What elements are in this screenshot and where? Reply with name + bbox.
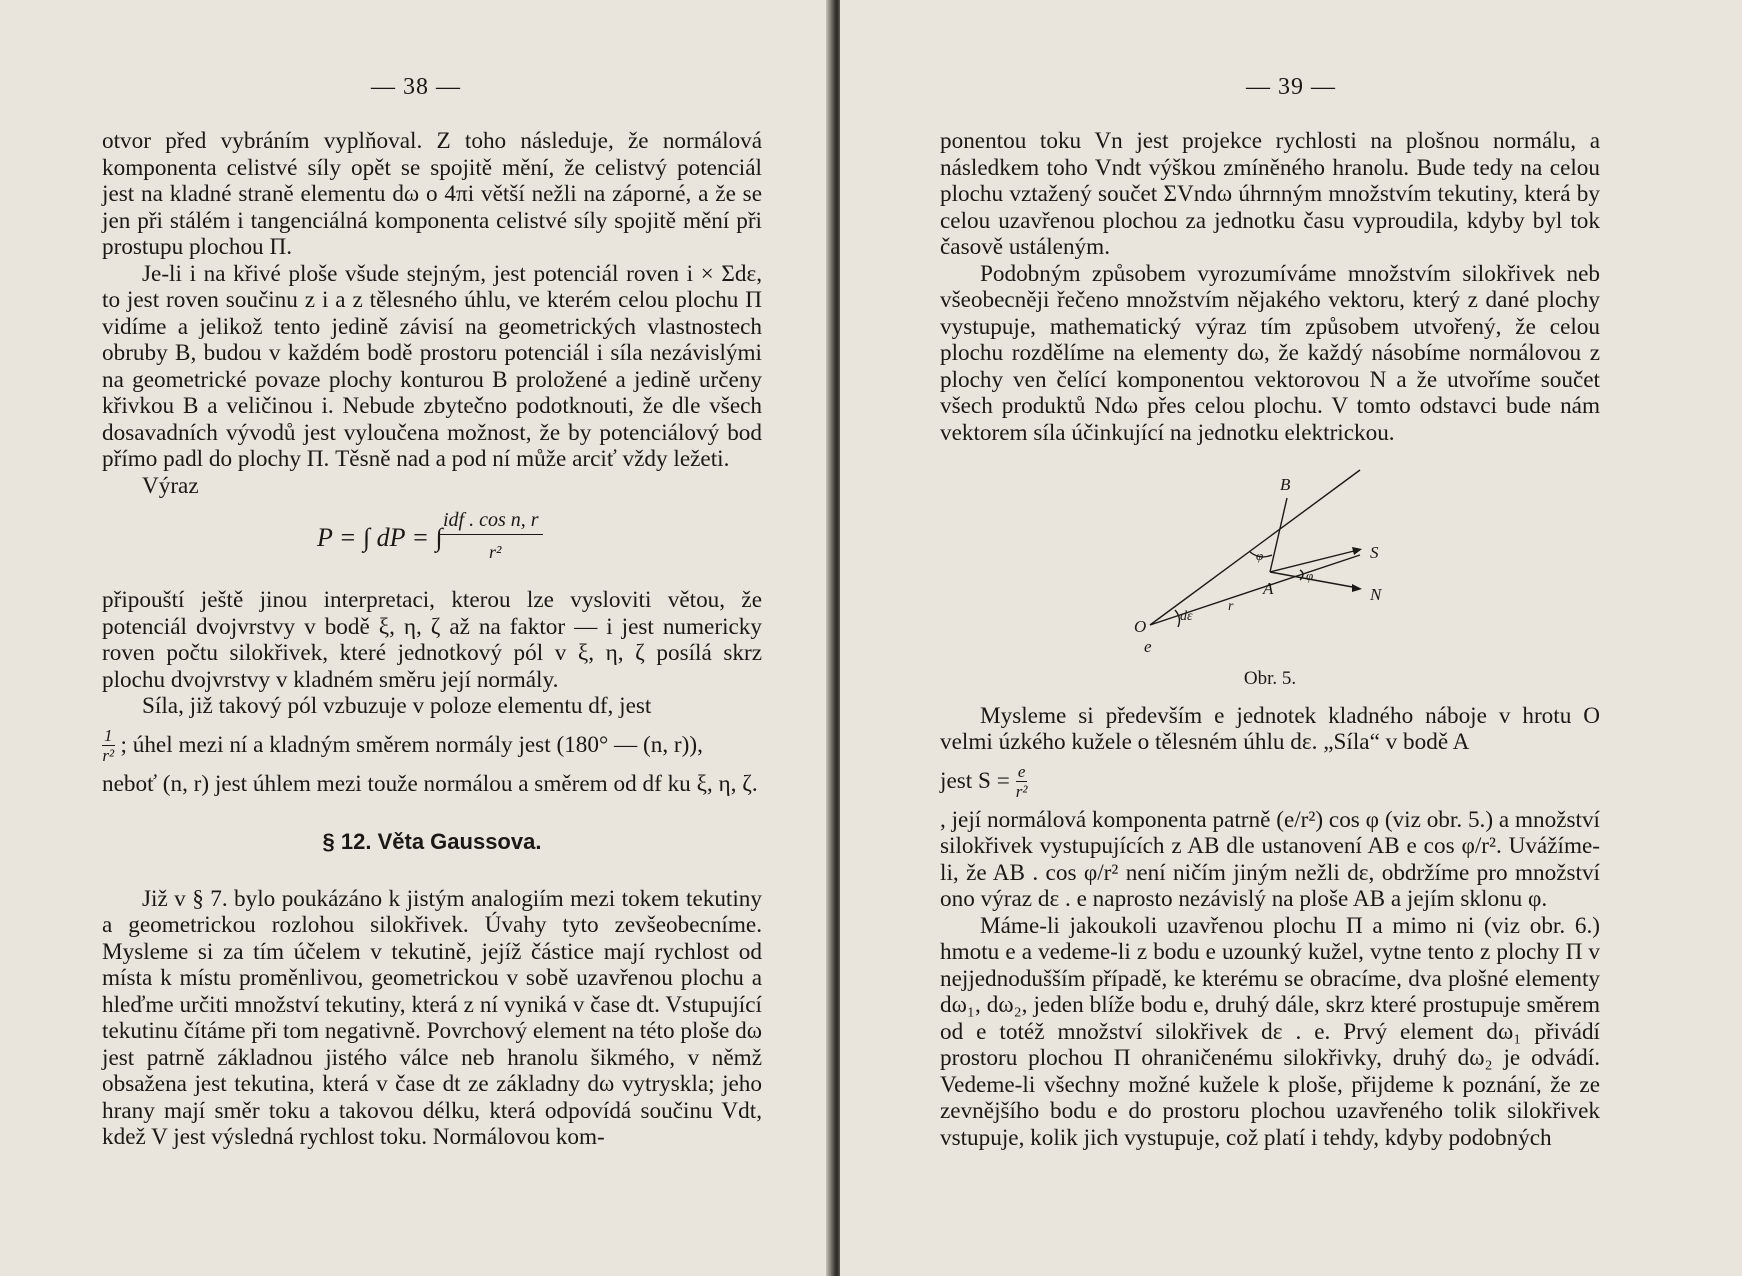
paragraph: Podobným způsobem vyrozumíváme množstvím silokřivek neb všeobecněji řečeno množstvím nějakého vektoru, který z dané plochy vystupuje, mathematický výraz tím způsobem utvořený, že celou plochu rozdělíme na elementy dω, že každý násobíme normálovou z plochy ven čelící komponentou vektorovou N a že utvoříme součet všech produktů Ndω přes celou plochu. V tomto odstavci bude nám vektorem síla účinkující na jednotku elektrickou. (940, 260, 1600, 446)
fraction-denominator: r² (102, 745, 115, 765)
paragraph: Již v § 7. bylo poukázáno k jistým analogiím mezi tokem tekutiny a geometrickou rozlohou silokřivek. Úvahy tyto zevšeobecníme. Mysleme si za tím účelem v tekutině, jejíž částice mají rychlost od místa k místu proměnlivou, geometrickou v sobě uzavřenou plochu a hleďme určiti množství tekutiny, která z ní vyniká v čase dt. Vstupující tekutinu čítáme při tom negativně. Povrchový element na této ploše dω jest patrně základnou jistého válce neb hranolu šikmého, v němž obsažena jest tekutina, která v čase dt ze základny dω vytryskla; jeho hrany mají směr toku a takovou délku, která odpovídá součinu Vdt, kdež V jest výsledná rychlost toku. Normálovou kom- (102, 885, 762, 1150)
force-vector-S (1270, 550, 1358, 572)
page-number: — 39 — (1246, 74, 1336, 100)
label-S: S (1370, 543, 1379, 562)
right-page (840, 0, 1742, 1276)
paragraph: neboť (n, r) jest úhlem mezi touže normálou a směrem od df ku ξ, η, ζ. (102, 770, 758, 797)
left-page (0, 0, 832, 1276)
paragraph: Síla, již takový pól vzbuzuje v poloze elementu df, jest (142, 693, 652, 719)
paragraph: otvor před vybráním vyplňoval. Z toho následuje, že normálová komponenta celistvé síly opět se spojitě mění, že celistvý potenciál jest na kladné straně elementu dω o 4πi větší nežli na záporné, a že se jen při stálém i tangenciálná komponenta celistvé síly spojitě mění při prostupu plochou Π. (102, 128, 762, 260)
left-text-column (102, 128, 762, 1151)
label-de: dε (1180, 609, 1193, 624)
section-heading: § 12. Věta Gaussova. (322, 829, 542, 854)
formula-denominator: r² (489, 542, 502, 562)
label-B: B (1280, 475, 1291, 494)
label-A: A (1263, 579, 1274, 598)
paragraph: Máme-li jakoukoli uzavřenou plochu Π a mimo ni (viz obr. 6.) hmotu e a vedeme-li z bodu e uzounký kužel, vytne tento z plochy Π v nejjednodušším případě, ke kterému se obracíme, dva plošné elementy dω₁, dω₂, jeden blíže bodu e, druhý dále, skrz které prostupuje směrem od e totéž množství silokřivek dε . e. Prvý element dω₁ přivádí prostoru plochou Π ohraničenému silokřivky, druhý dω₂ je odvádí. Vedeme-li všechny možné kužele k ploše, přijdeme k poznání, že ze zevnějšího bodu e do prostoru plochou uzavřeného tolik silokřivek vstupuje, kolik jich vystupuje, což platí i tehdy, kdyby podobných (940, 912, 1600, 1151)
formula-line-text: ; úhel mezi ní a kladným směrem normály jest (180° — (n, r)), (120, 731, 703, 758)
label-N: N (1370, 585, 1382, 604)
fraction-numerator: 1 (104, 725, 113, 745)
cone-upper-line (1150, 470, 1360, 625)
fraction (1016, 762, 1028, 801)
label-phi-upper: φ (1256, 548, 1264, 563)
fraction-denominator: r² (1015, 781, 1028, 801)
paragraph: Výraz (142, 472, 199, 499)
fraction (102, 726, 115, 765)
label-e: e (1144, 637, 1152, 655)
paragraph: ponentou toku Vn jest projekce rychlosti na plošnou normálu, a následkem toho Vndt výškou zmíněného hranolu. Bude tedy na celou plochu vztažený součet ΣVndω úhrnným množstvím tekutiny, která by celou uzavřenou plochou za jednotku času vyproudila, kdyby byl tok časově ustáleným. (940, 128, 1600, 260)
arrow-S (1352, 547, 1362, 555)
right-text-column (940, 128, 1600, 1151)
paragraph: , její normálová komponenta patrně (e/r²) cos φ (viz obr. 5.) a množství silokřivek vystupujících z AB dle ustanovení AB e cos φ/r². Uvážíme-li, že AB . cos φ/r² není ničím jiným nežli dε, obdržíme pro množství ono výraz dε . e naprosto nezávislý na ploše AB a jejím sklonu φ. (940, 806, 1600, 912)
arrow-N (1352, 584, 1362, 592)
formula-numerator: idf . cos n, r (439, 507, 543, 535)
formula-line (102, 726, 762, 765)
figure-caption: Obr. 5. (1243, 668, 1297, 689)
paragraph: Mysleme si především e jednotek kladného náboje v hrotu O velmi úzkého kužele o tělesném úhlu dε. „Síla“ v bodě A (940, 702, 1600, 755)
figure-5-diagram (1130, 460, 1430, 655)
de-arc (1175, 610, 1179, 627)
formula-line-text: jest S = (940, 767, 1010, 794)
label-O: O (1134, 617, 1147, 636)
formula-line (940, 762, 1600, 801)
figure-5 (940, 460, 1600, 660)
fraction-numerator: e (1017, 761, 1026, 781)
formula-potential (102, 499, 762, 587)
label-r: r (1228, 599, 1234, 614)
paragraph: připouští ještě jinou interpretaci, kterou lze vysloviti větou, že potenciál dvojvrstvy v bodě ξ, η, ζ až na faktor — i jest numericky roven počtu silokřivek, které jednotkový pól v ξ, η, ζ posílá skrz plochu dvojvrstvy v kladném směru její normály. (102, 587, 762, 693)
label-phi: φ (1306, 568, 1314, 583)
page-number: — 38 — (371, 74, 461, 100)
paragraph: Je-li i na křivé ploše všude stejným, jest potenciál roven i × Σdε, to jest roven součinu z i a z tělesného úhlu, ve kterém celou plochu Π vidíme a jelikož tento jedině závisí na geometrických vlastnostech obruby B, budou v každém bodě prostoru potenciál i síla nezávislými na geometrické povaze plochy konturou B proložené a jedině určeny křivkou B a veličinou i. Nebude zbytečno podotknouti, že dle všech dosavadních vývodů jest vyloučena možnost, že by potenciálový bod přímo padl do plochy Π. Těsně nad a pod ní může arciť vždy ležeti. (102, 260, 762, 472)
formula-lhs: P = ∫ dP = ∫ (317, 523, 443, 552)
